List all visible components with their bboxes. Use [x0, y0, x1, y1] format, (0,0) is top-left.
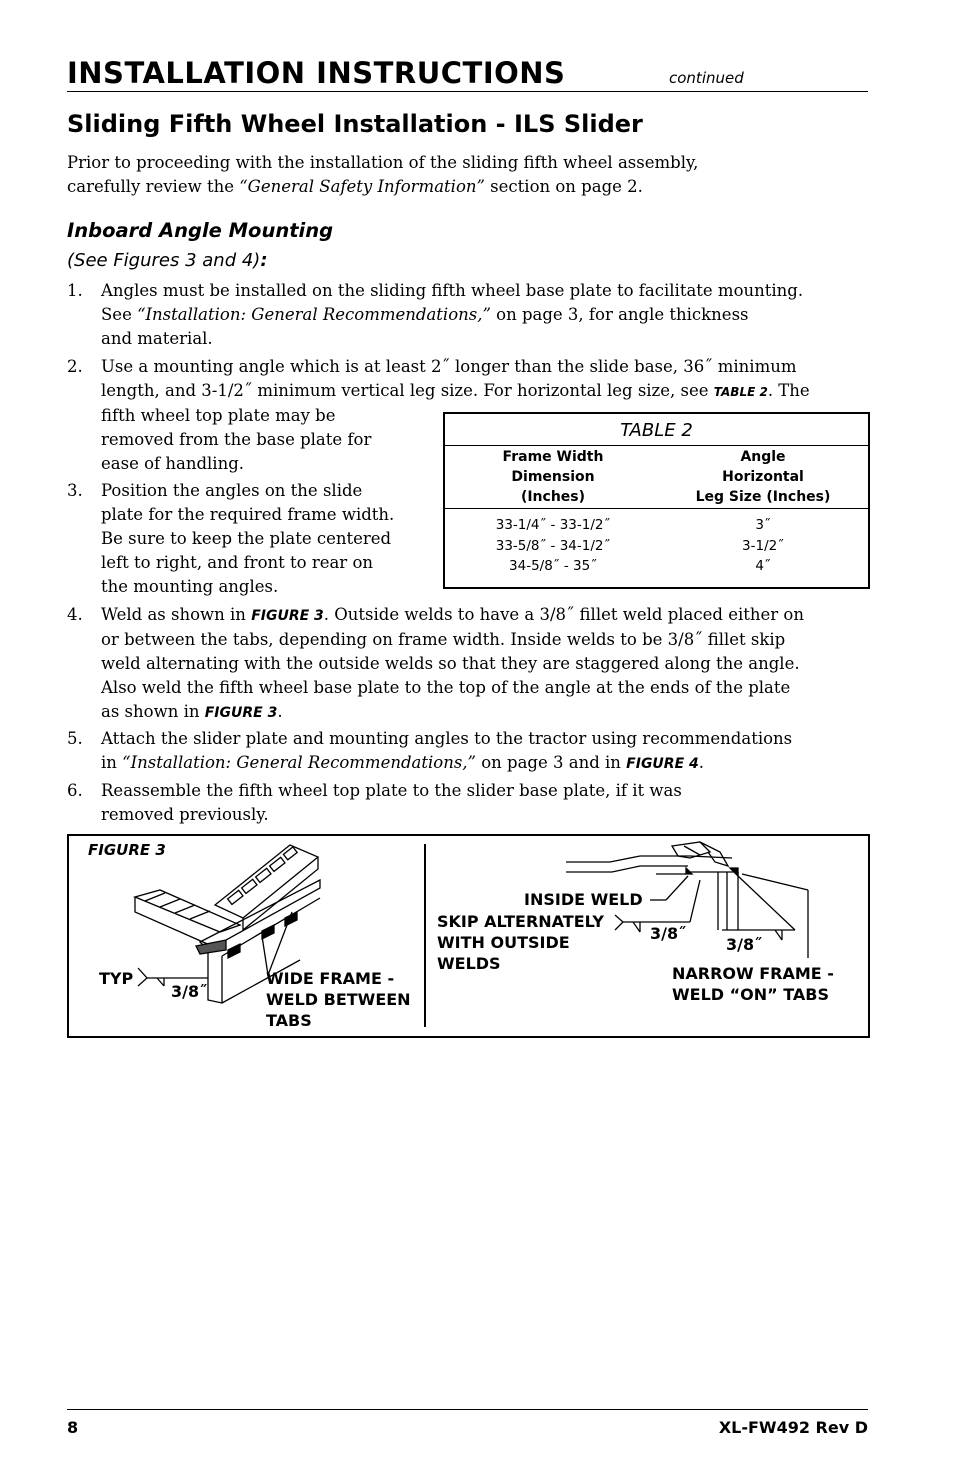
- table-2-col2-header: Angle Horizontal Leg Size (Inches): [695, 449, 831, 505]
- table-2-reference: TABLE 2: [713, 385, 768, 399]
- figure-3-weld-size-left: 3/8˝: [171, 982, 208, 1001]
- document-id: XL-FW492 Rev D: [718, 1418, 868, 1437]
- table-2-title: TABLE 2: [620, 420, 693, 441]
- step-5-text: Attach the slider plate and mounting angles to the tractor using recommendations in “Installation: General Recommendations,” on page 3 and in FIGURE 4.: [101, 729, 793, 772]
- figure-3-weld-size-outside: 3/8˝: [726, 935, 763, 954]
- step-4-number: 4.: [67, 605, 83, 624]
- figure-3-wide-frame-label: WIDE FRAME - WELD BETWEEN TABS: [266, 969, 411, 1030]
- figure-3-narrow-frame-label: NARROW FRAME - WELD “ON” TABS: [672, 964, 834, 1004]
- step-1-number: 1.: [67, 281, 83, 300]
- subsection-title: Inboard Angle Mounting: [67, 219, 334, 242]
- step-5-number: 5.: [67, 729, 83, 748]
- step-6-number: 6.: [67, 781, 83, 800]
- step-2-text: Use a mounting angle which is at least 2˝ longer than the slide base, 36˝ minimum length, and 3-1/2˝ minimum vertical leg size. For horizontal leg size, see TABLE 2. The fifth wheel top plate may be removed from the base plate for ease of handling.: [101, 357, 810, 473]
- table-row: 33-5/8˝ - 34-1/2˝: [495, 537, 611, 554]
- subsection-subtitle: (See Figures 3 and 4):: [67, 250, 268, 271]
- table-2-col1-header: Frame Width Dimension (Inches): [502, 449, 604, 505]
- figure-3-weld-size-inside: 3/8˝: [650, 924, 687, 943]
- figure-3-reference: FIGURE 3: [251, 608, 324, 624]
- figure-4-reference: FIGURE 4: [626, 756, 699, 772]
- figure-3-typ-label: TYP: [99, 969, 134, 988]
- step-3-text: Position the angles on the slide plate for the required frame width. Be sure to keep the plate centered left to right, and front to rear on the mounting angles.: [101, 481, 395, 596]
- step-1-text: Angles must be installed on the sliding fifth wheel base plate to facilitate mounting. See “Installation: General Recommendations,” on page 3, for angle thickness and material.: [101, 281, 804, 348]
- figure-3-reference: FIGURE 3: [204, 705, 278, 721]
- intro-paragraph: Prior to proceeding with the installation of the sliding fifth wheel assembly, carefully review the “General Safety Information” section on page 2.: [67, 153, 699, 196]
- step-6-text: Reassemble the fifth wheel top plate to the slider base plate, if it was removed previously.: [101, 781, 682, 824]
- step-3-number: 3.: [67, 481, 83, 500]
- page-header-title: INSTALLATION INSTRUCTIONS: [67, 56, 566, 90]
- table-row: 4˝: [755, 558, 771, 574]
- figure-3-caption: FIGURE 3: [88, 841, 166, 859]
- page-number: 8: [67, 1418, 79, 1437]
- section-title: Sliding Fifth Wheel Installation - ILS Slider: [67, 110, 643, 138]
- table-row: 3˝: [755, 517, 771, 533]
- table-row: 3-1/2˝: [742, 537, 784, 554]
- figure-3-inside-weld-label: INSIDE WELD: [524, 890, 643, 909]
- header-continued-label: continued: [669, 69, 744, 87]
- step-4-text: Weld as shown in FIGURE 3. Outside welds to have a 3/8˝ fillet weld placed either on or between the tabs, depending on frame width. Inside welds to be 3/8˝ fillet skip weld alternating with the outside welds so that they are staggered along the angle. Also weld the fifth wheel base plate to the top of the angle at the ends of the plate as shown in FIGURE 3.: [101, 605, 804, 721]
- figure-3-skip-label: SKIP ALTERNATELY WITH OUTSIDE WELDS: [437, 912, 604, 973]
- step-2-number: 2.: [67, 357, 83, 376]
- table-row: 34-5/8˝ - 35˝: [509, 558, 597, 574]
- table-row: 33-1/4˝ - 33-1/2˝: [495, 517, 611, 533]
- footer-rule: [67, 1409, 868, 1410]
